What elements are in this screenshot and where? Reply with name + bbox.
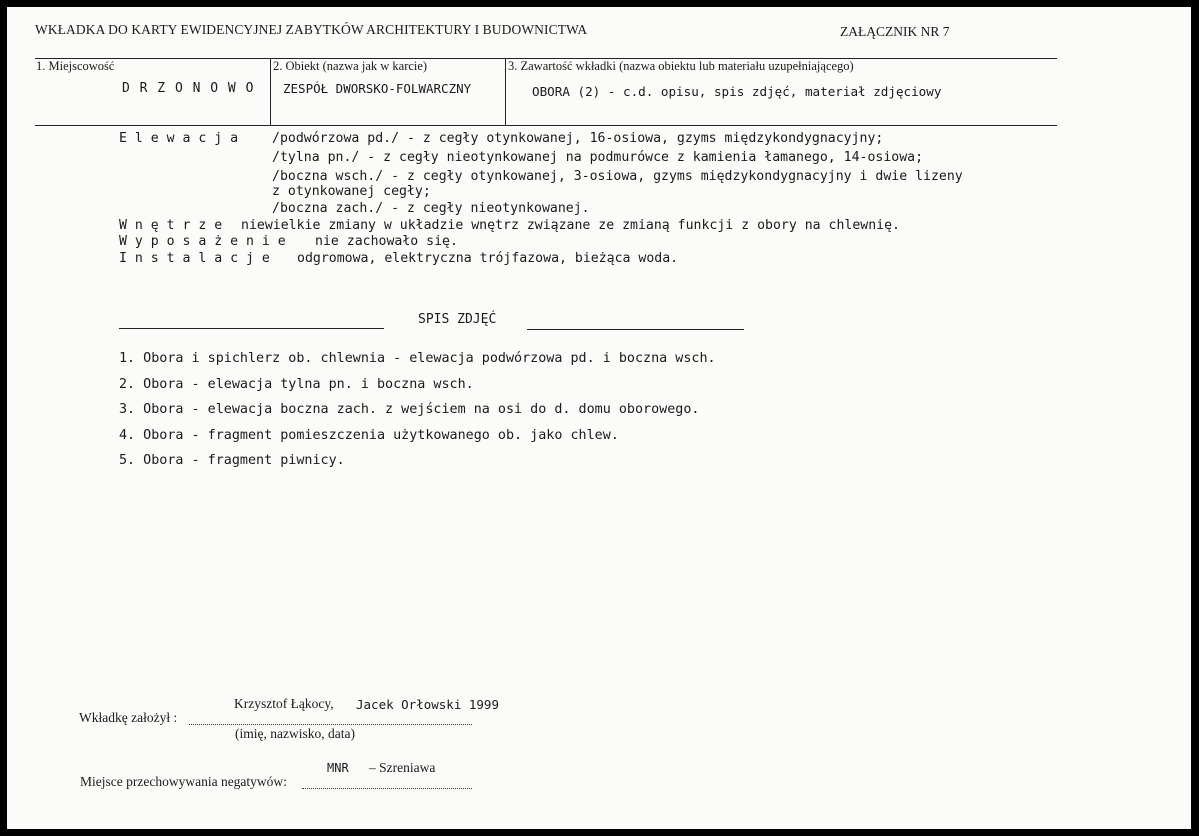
author-name-2: Jacek Orłowski 1999 — [356, 697, 499, 712]
content-label: 3. Zawartość wkładki (nazwa obiektu lub materiału uzupełniającego) — [508, 59, 854, 73]
negatives-place-1: MNR — [327, 761, 349, 775]
interior-text: niewielkie zmiany w układzie wnętrz związane ze zmianą funkcji z obory na chlewnię. — [241, 218, 900, 233]
place-label: 1. Miejscowość — [36, 59, 115, 73]
negatives-label: Miejsce przechowywania negatywów: — [80, 774, 287, 789]
elevation-label: E l e w a c j a — [119, 131, 239, 146]
photos-heading: SPIS ZDJĘĆ — [418, 312, 497, 327]
elevation-line: /tylna pn./ - z cegły nieotynkowanej na podmurówce z kamienia łamanego, 14-osiowa; — [272, 150, 924, 165]
photo-list-item: 1. Obora i spichlerz ob. chlewnia - elewacja podwórzowa pd. i boczna wsch. — [119, 351, 716, 366]
heading-rule-right — [527, 329, 744, 330]
equipment-label: W y p o s a ż e n i e — [119, 234, 286, 249]
elevation-line: z otynkowanej cegły; — [272, 184, 431, 199]
installation-label: I n s t a l a c j e — [119, 251, 270, 266]
table-bottom-rule — [35, 125, 1057, 126]
photo-list-item: 2. Obora - elewacja tylna pn. i boczna wsch. — [119, 376, 474, 392]
equipment-text: nie zachowało się. — [315, 234, 458, 249]
author-dotted-line — [189, 724, 472, 725]
interior-label: W n ę t r z e — [119, 218, 223, 233]
negatives-dotted-line — [302, 788, 472, 789]
photo-list-item: 4. Obora - fragment pomieszczenia użytkowanego ob. jako chlew. — [119, 427, 619, 443]
document-sheet — [7, 7, 1191, 829]
photo-list-item: 3. Obora - elewacja boczna zach. z wejściem na osi do d. domu oborowego. — [119, 402, 700, 417]
annex-number: ZAŁĄCZNIK NR 7 — [840, 24, 950, 39]
elevation-line: /podwórzowa pd./ - z cegły otynkowanej, 16-osiowa, gzyms międzykondygnacyjny; — [272, 131, 884, 146]
installation-text: odgromowa, elektryczna trójfazowa, bieżąca woda. — [297, 251, 679, 266]
content-value: OBORA (2) - c.d. opisu, spis zdjęć, materiał zdjęciowy — [532, 84, 942, 99]
object-value: ZESPÓŁ DWORSKO-FOLWARCZNY — [283, 81, 472, 96]
negatives-place-2: – Szreniawa — [369, 760, 436, 775]
photo-list-item: 5. Obora - fragment piwnicy. — [119, 453, 345, 468]
document-title: WKŁADKA DO KARTY EWIDENCYJNEJ ZABYTKÓW ARCHITEKTURY I BUDOWNICTWA — [35, 22, 588, 37]
elevation-line: /boczna wsch./ - z cegły otynkowanej, 3-osiowa, gzyms międzykondygnacyjny i dwie lizeny — [272, 169, 963, 184]
object-label: 2. Obiekt (nazwa jak w karcie) — [273, 59, 428, 73]
column-divider-2 — [505, 58, 506, 125]
column-divider-1 — [270, 58, 271, 125]
author-label: Wkładkę założył : — [79, 710, 178, 725]
place-value: D R Z O N O W O — [122, 81, 255, 96]
author-hint: (imię, nazwisko, data) — [235, 726, 355, 741]
photo-list — [119, 351, 716, 479]
author-name-1: Krzysztof Łąkocy, — [234, 696, 334, 711]
elevation-line: /boczna zach./ - z cegły nieotynkowanej. — [272, 201, 590, 216]
heading-rule-left — [119, 328, 384, 329]
